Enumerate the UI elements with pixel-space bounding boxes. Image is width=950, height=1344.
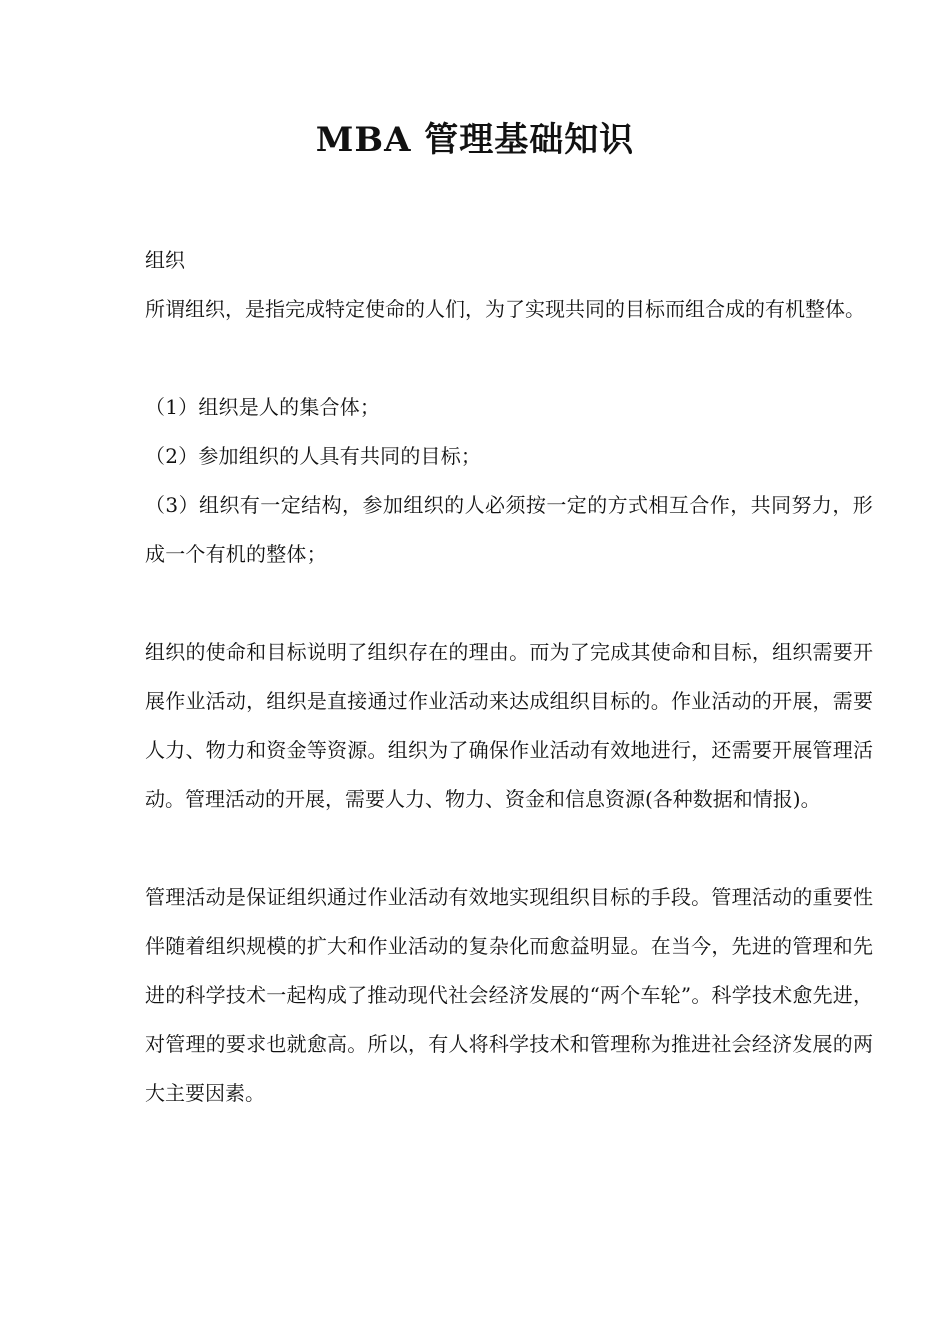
section-heading: 组织 — [145, 248, 185, 272]
definition-paragraph: 所谓组织，是指完成特定使命的人们，为了实现共同的目标而组合成的有机整体。 — [145, 297, 865, 321]
spacer — [145, 579, 873, 628]
document-body — [145, 236, 873, 1118]
body-paragraph: 组织的使命和目标说明了组织存在的理由。而为了完成其使命和目标，组织需要开展作业活动，组织是直接通过作业活动来达成组织目标的。作业活动的开展，需要人力、物力和资金等资源。组织为了确保作业活动有效地进行，还需要开展管理活动。管理活动的开展，需要人力、物力、资金和信息资源(各种数据和情报)。 — [145, 640, 873, 811]
page-title: MBA 管理基础知识 — [315, 120, 635, 160]
list-item: （1）组织是人的集合体； — [145, 395, 381, 419]
list-item: （2）参加组织的人具有共同的目标； — [145, 444, 482, 468]
spacer — [145, 824, 873, 873]
spacer — [145, 334, 873, 383]
list-item: （3）组织有一定结构，参加组织的人必须按一定的方式相互合作，共同努力，形成一个有机的整体； — [145, 493, 873, 566]
body-paragraph: 管理活动是保证组织通过作业活动有效地实现组织目标的手段。管理活动的重要性伴随着组织规模的扩大和作业活动的复杂化而愈益明显。在当今，先进的管理和先进的科学技术一起构成了推动现代社会经济发展的“两个车轮”。科学技术愈先进，对管理的要求也就愈高。所以，有人将科学技术和管理称为推进社会经济发展的两大主要因素。 — [145, 885, 873, 1105]
